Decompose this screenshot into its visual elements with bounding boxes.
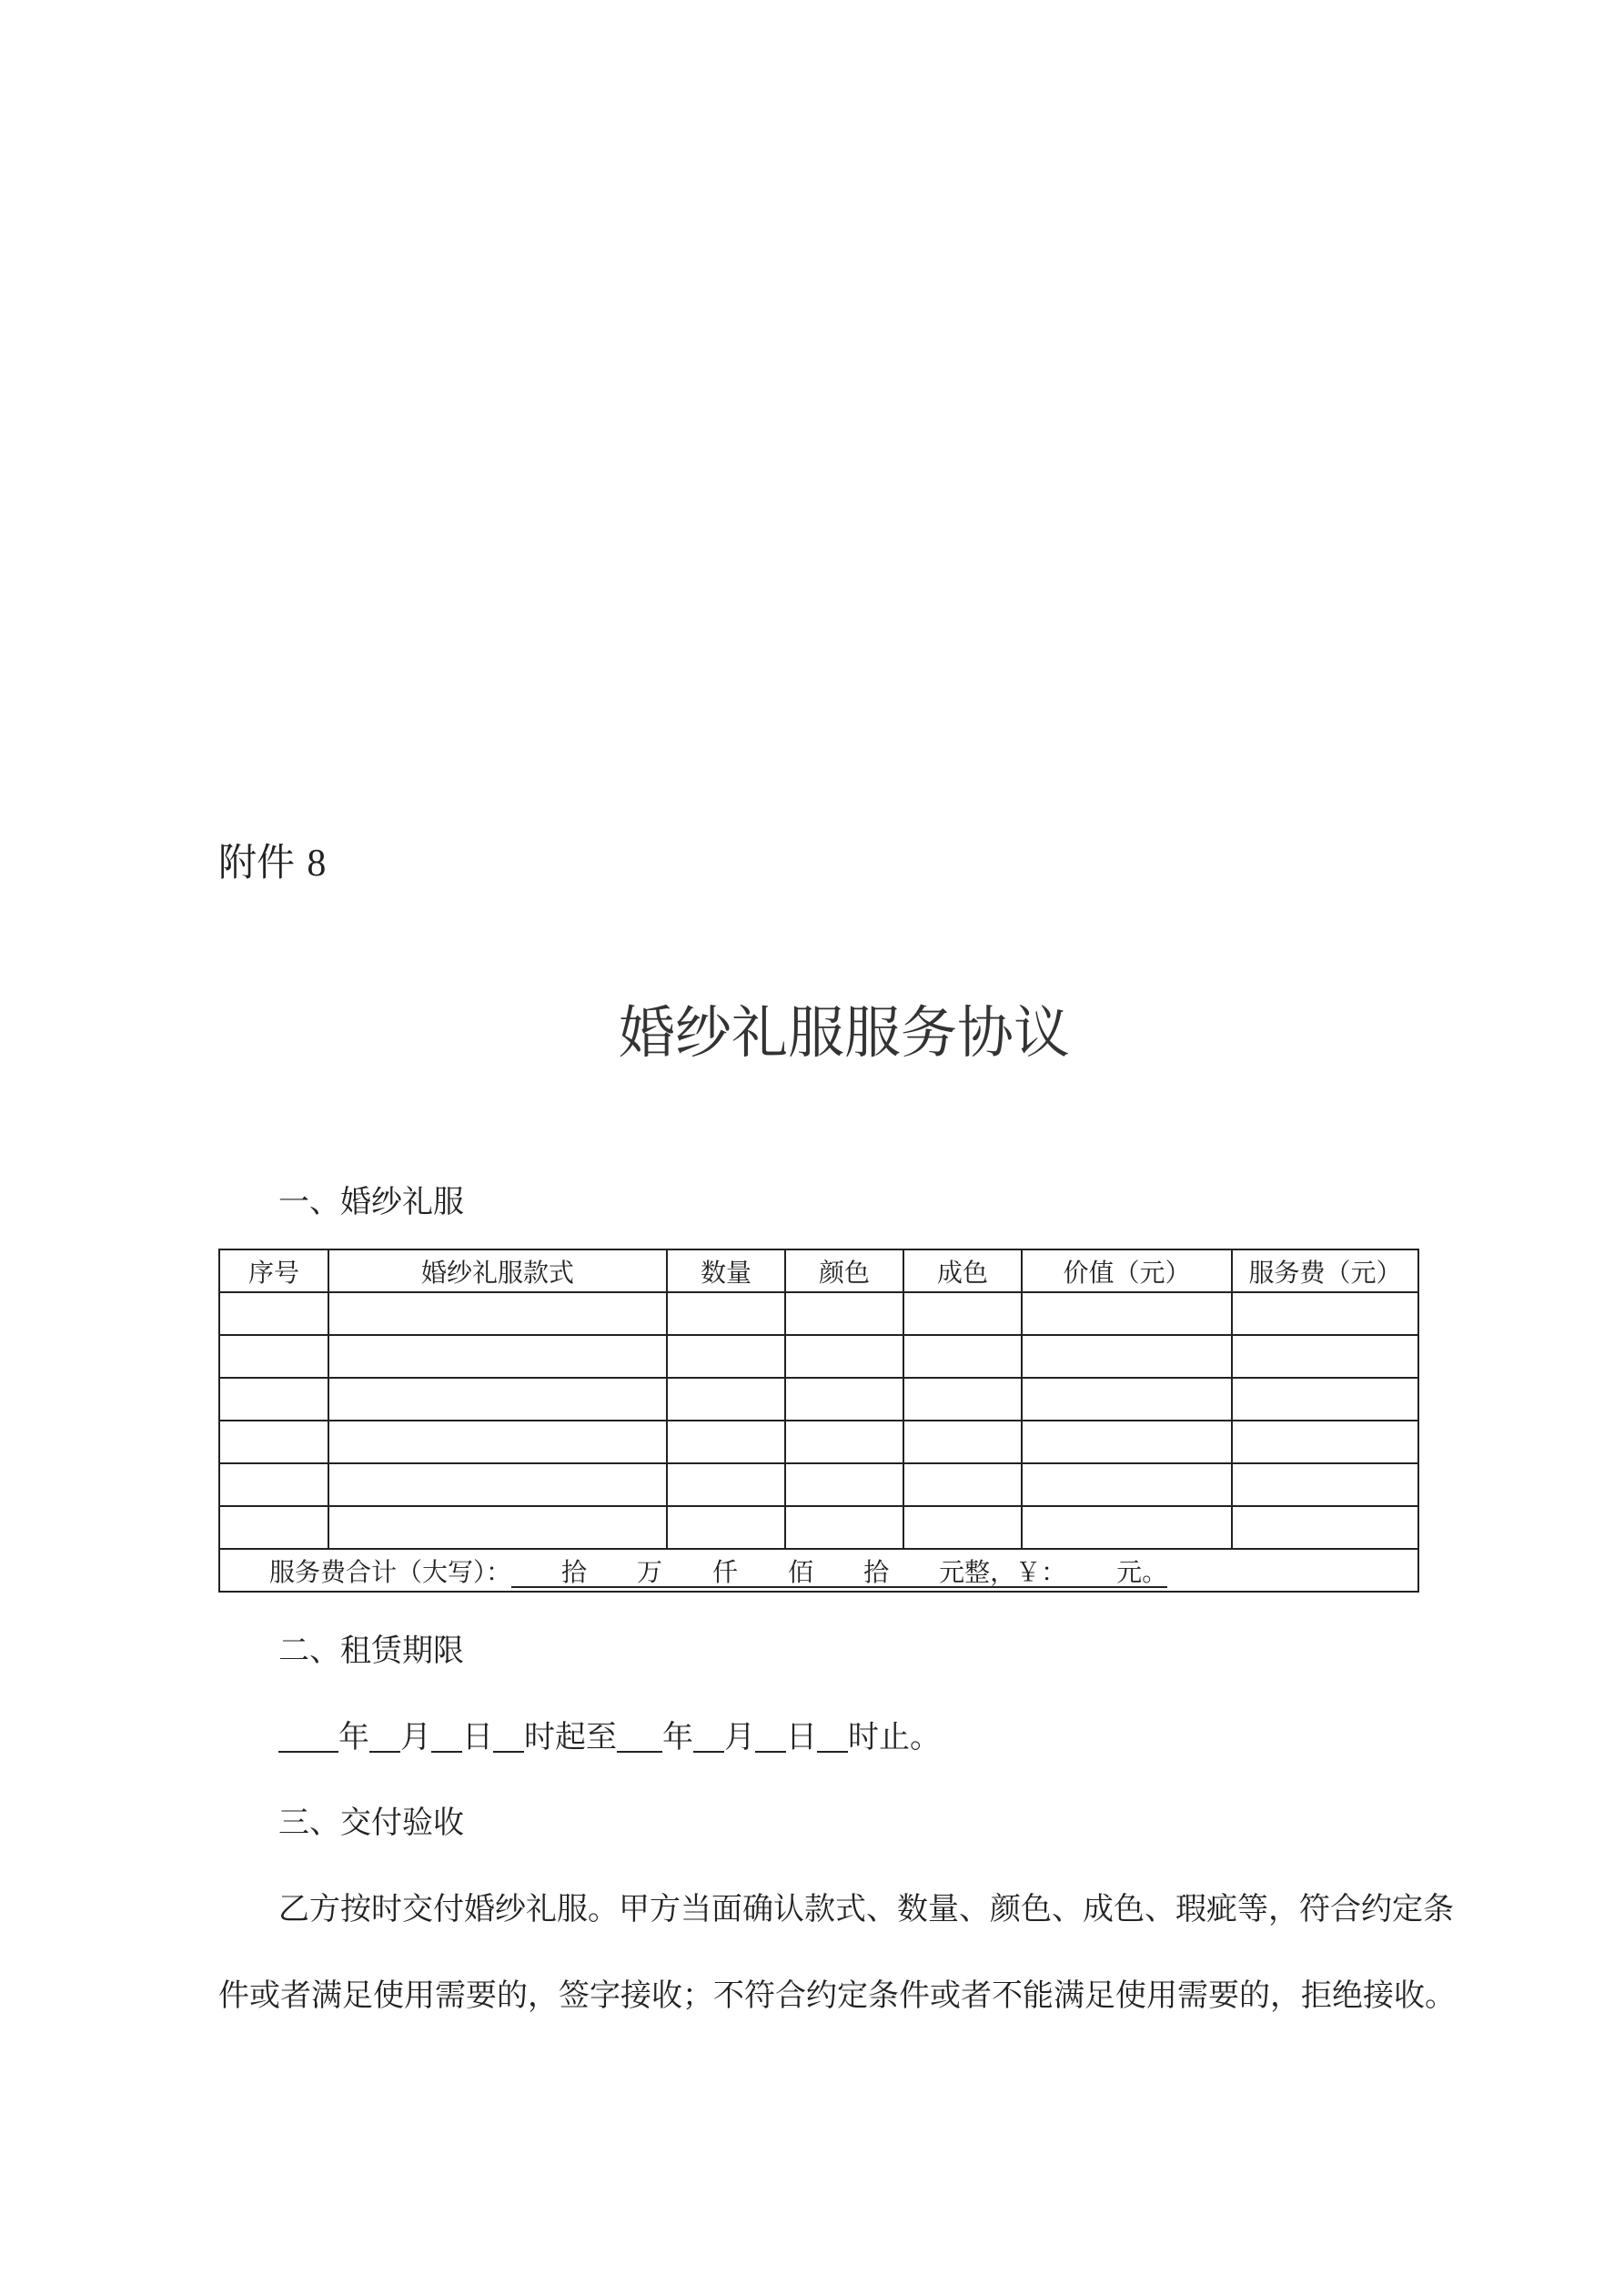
table-cell[interactable] <box>328 1506 667 1549</box>
month-blank[interactable] <box>369 1720 400 1753</box>
header-index: 序号 <box>219 1249 328 1292</box>
table-cell[interactable] <box>1232 1292 1418 1335</box>
table-cell[interactable] <box>328 1378 667 1421</box>
table-row <box>219 1292 1418 1335</box>
table-cell[interactable] <box>1022 1335 1232 1378</box>
table-cell[interactable] <box>1232 1463 1418 1506</box>
attachment-prefix: 附件 <box>218 840 296 885</box>
table-cell[interactable] <box>903 1506 1022 1549</box>
service-fee-total <box>219 1549 1418 1592</box>
table-header-row <box>219 1249 1418 1292</box>
table-cell[interactable] <box>667 1463 785 1506</box>
unit-bai: 佰 <box>788 1556 814 1587</box>
table-cell[interactable] <box>1232 1421 1418 1463</box>
table-cell[interactable] <box>785 1506 903 1549</box>
header-value: 价值（元） <box>1022 1249 1232 1292</box>
section-heading-lease-period: 二、租赁期限 <box>278 1633 464 1669</box>
unit-day: 日 <box>462 1719 493 1755</box>
end-day-blank[interactable] <box>755 1720 786 1753</box>
table-row <box>219 1463 1418 1506</box>
hour-blank[interactable] <box>493 1720 524 1753</box>
table-cell[interactable] <box>219 1463 328 1506</box>
table-cell[interactable] <box>1232 1506 1418 1549</box>
table-cell[interactable] <box>667 1421 785 1463</box>
table-cell[interactable] <box>1022 1378 1232 1421</box>
table-cell[interactable] <box>1022 1292 1232 1335</box>
day-blank[interactable] <box>431 1720 462 1753</box>
section-heading-dress: 一、婚纱礼服 <box>278 1184 464 1220</box>
table-cell[interactable] <box>785 1421 903 1463</box>
table-cell[interactable] <box>903 1378 1022 1421</box>
table-cell[interactable] <box>328 1292 667 1335</box>
unit-shi: 拾 <box>863 1556 890 1587</box>
lease-period-line <box>278 1714 941 1760</box>
table-cell[interactable] <box>903 1463 1022 1506</box>
unit-end-month: 月 <box>724 1719 755 1755</box>
table-cell[interactable] <box>219 1421 328 1463</box>
unit-month: 月 <box>400 1719 431 1755</box>
table-cell[interactable] <box>328 1463 667 1506</box>
header-color: 颜色 <box>785 1249 903 1292</box>
table-cell[interactable] <box>785 1292 903 1335</box>
attachment-number: 8 <box>307 843 327 885</box>
table-cell[interactable] <box>328 1335 667 1378</box>
unit-yuan-zheng: 元整，￥： <box>939 1556 1067 1587</box>
total-label: 服务费合计（大写）： <box>269 1556 512 1587</box>
header-style: 婚纱礼服款式 <box>328 1249 667 1292</box>
table-cell[interactable] <box>1232 1335 1418 1378</box>
table-cell[interactable] <box>903 1292 1022 1335</box>
table-row <box>219 1378 1418 1421</box>
total-row <box>219 1549 1418 1592</box>
unit-qian: 仟 <box>712 1556 739 1587</box>
table-cell[interactable] <box>219 1378 328 1421</box>
table-cell[interactable] <box>785 1335 903 1378</box>
unit-year: 年 <box>338 1719 369 1755</box>
table-cell[interactable] <box>667 1335 785 1378</box>
dress-table <box>218 1249 1419 1593</box>
table-cell[interactable] <box>785 1378 903 1421</box>
table-cell[interactable] <box>328 1421 667 1463</box>
table-row <box>219 1506 1418 1549</box>
table-row <box>219 1421 1418 1463</box>
unit-wan: 万 <box>637 1556 663 1587</box>
table-cell[interactable] <box>1022 1421 1232 1463</box>
header-quantity: 数量 <box>667 1249 785 1292</box>
table-cell[interactable] <box>219 1292 328 1335</box>
header-service-fee: 服务费（元） <box>1232 1249 1418 1292</box>
table-cell[interactable] <box>903 1335 1022 1378</box>
table-cell[interactable] <box>667 1506 785 1549</box>
end-year-blank[interactable] <box>617 1720 662 1753</box>
end-month-blank[interactable] <box>693 1720 724 1753</box>
year-blank[interactable] <box>278 1720 338 1753</box>
table-cell[interactable] <box>219 1506 328 1549</box>
amount-blank-line[interactable] <box>511 1556 1168 1588</box>
table-row <box>219 1335 1418 1378</box>
table-cell[interactable] <box>1022 1506 1232 1549</box>
table-cell[interactable] <box>667 1378 785 1421</box>
unit-hour-end: 时止。 <box>848 1719 941 1755</box>
unit-end-day: 日 <box>786 1719 817 1755</box>
document-title: 婚纱礼服服务协议 <box>618 999 1070 1066</box>
table-cell[interactable] <box>219 1335 328 1378</box>
attachment-label <box>218 835 326 891</box>
table-cell[interactable] <box>667 1292 785 1335</box>
table-cell[interactable] <box>785 1463 903 1506</box>
table-cell[interactable] <box>1232 1378 1418 1421</box>
table-cell[interactable] <box>1022 1463 1232 1506</box>
unit-end-year: 年 <box>662 1719 693 1755</box>
unit-hour-from: 时起至 <box>524 1719 617 1755</box>
table-cell[interactable] <box>903 1421 1022 1463</box>
delivery-paragraph-line1: 乙方按时交付婚纱礼服。甲方当面确认款式、数量、颜色、成色、瑕疵等，符合约定条 <box>278 1891 1454 1927</box>
unit-yuan: 元。 <box>1116 1556 1168 1587</box>
unit-shi-wan: 拾 <box>561 1556 588 1587</box>
end-hour-blank[interactable] <box>817 1720 848 1753</box>
header-condition: 成色 <box>903 1249 1022 1292</box>
section-heading-delivery: 三、交付验收 <box>278 1805 464 1841</box>
delivery-paragraph-line2: 件或者满足使用需要的，签字接收；不符合约定条件或者不能满足使用需要的，拒绝接收。 <box>218 1977 1456 2014</box>
